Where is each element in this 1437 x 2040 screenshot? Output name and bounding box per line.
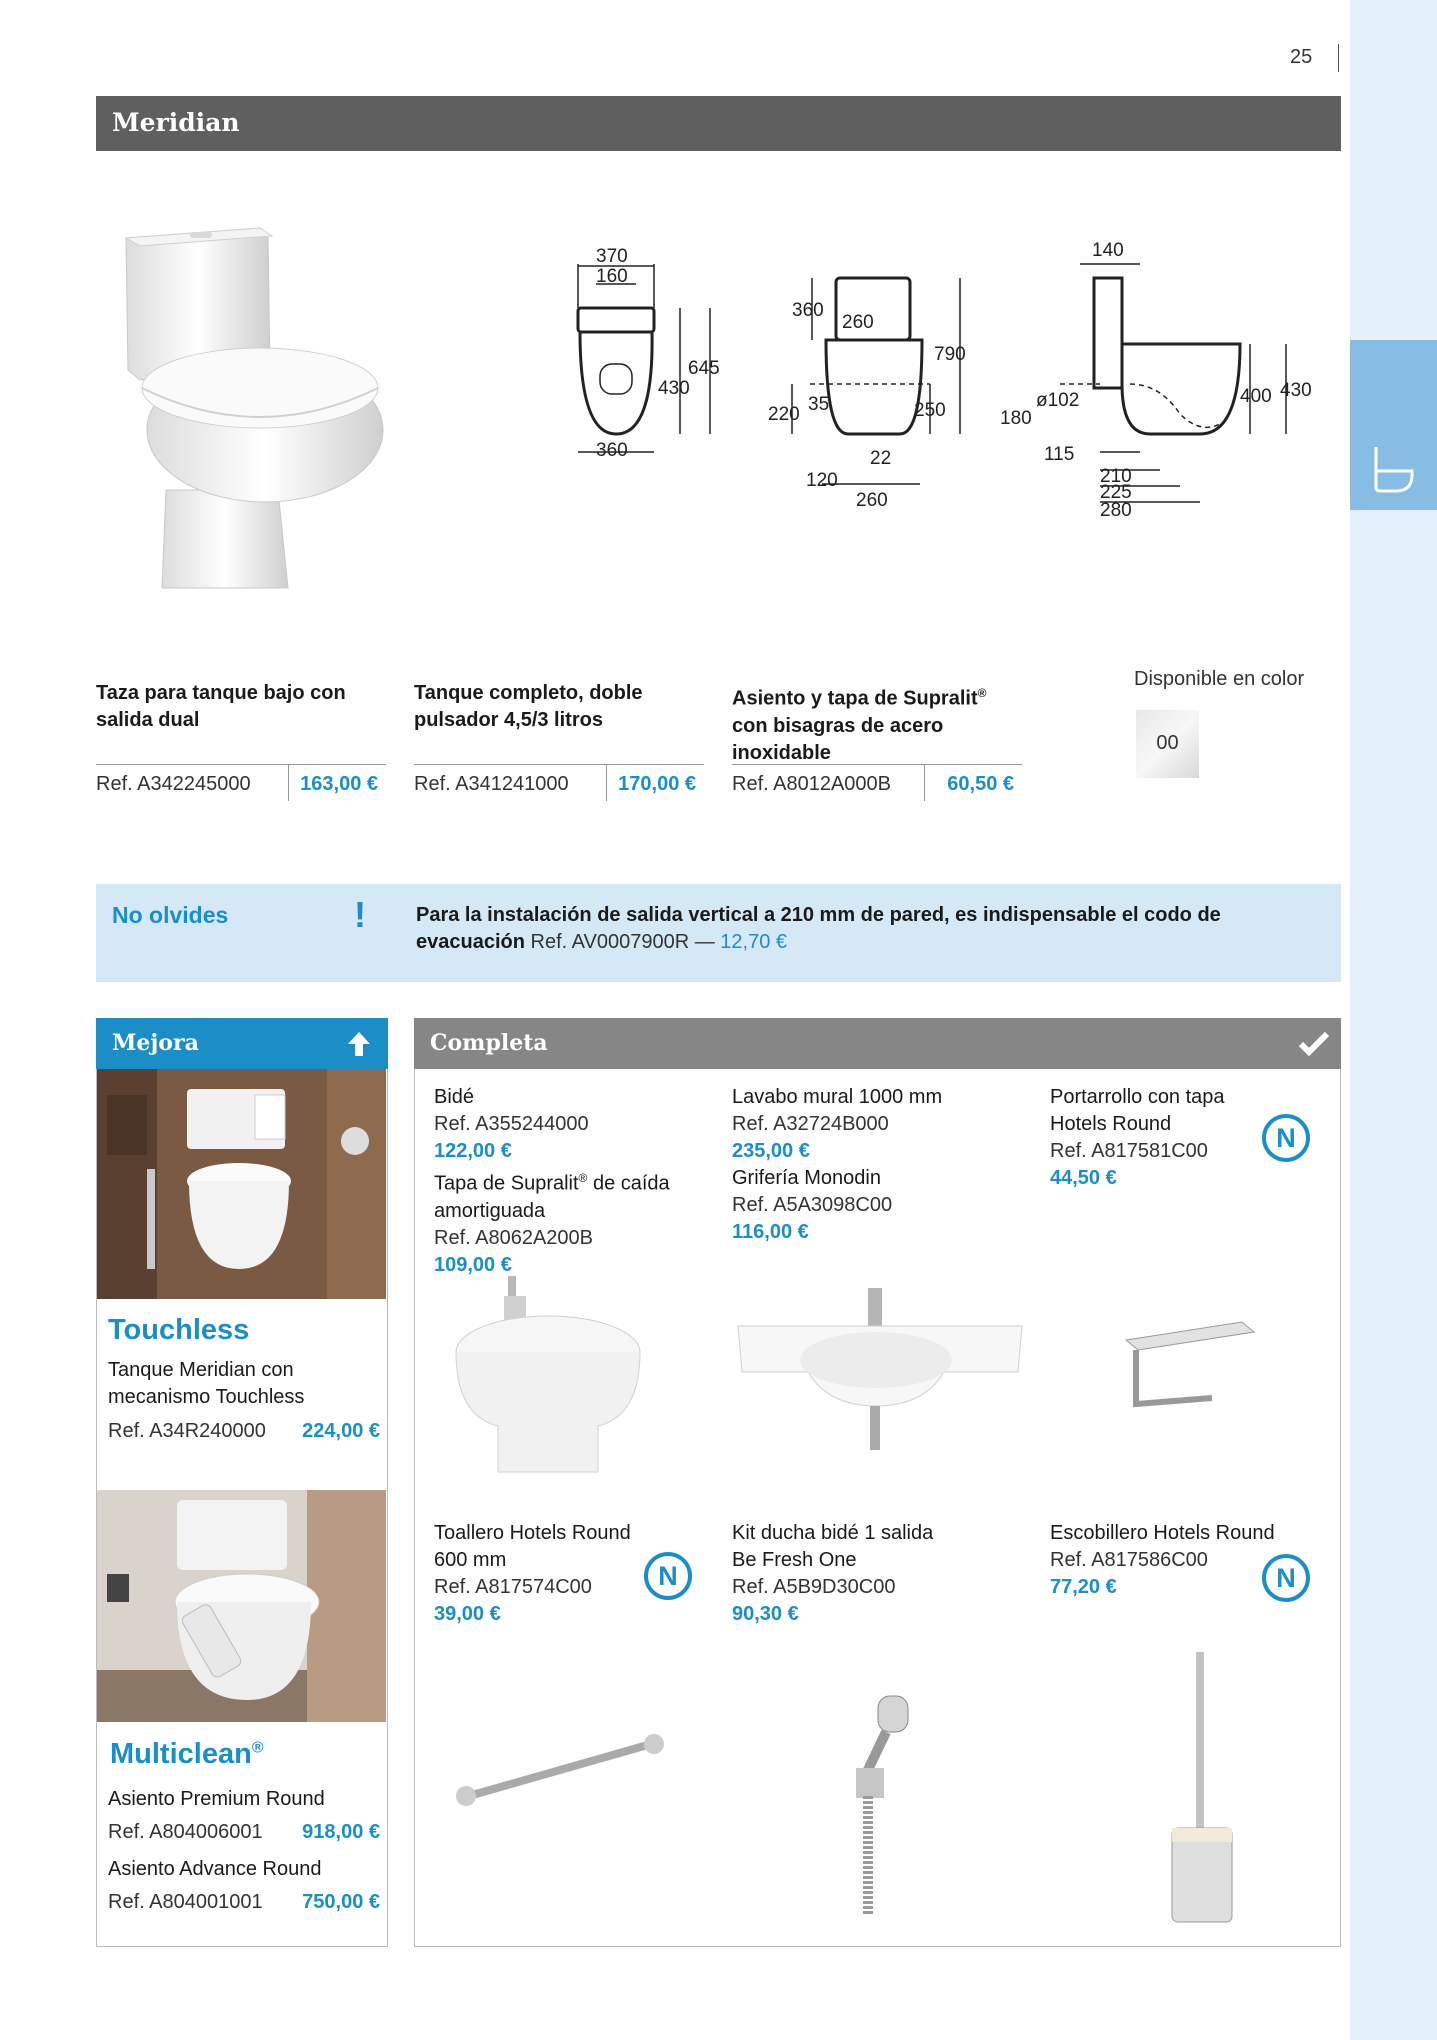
page-divider bbox=[1338, 44, 1339, 72]
product-name: Tanque completo, doble pulsador 4,5/3 litros bbox=[414, 682, 643, 731]
notice-box bbox=[96, 884, 1341, 982]
dim-front-inner: 160 bbox=[596, 266, 628, 287]
dim-profile-b3: 225 bbox=[1100, 482, 1132, 503]
dim-side-d8: 120 bbox=[806, 470, 838, 491]
dim-side-d7: 22 bbox=[870, 448, 892, 469]
technical-drawing bbox=[560, 234, 1320, 524]
notice-price: 12,70 € bbox=[720, 931, 788, 953]
mejora-header bbox=[96, 1018, 388, 1069]
multiclean-title: Multiclean® bbox=[110, 1738, 264, 1770]
section-title: Meridian bbox=[112, 108, 240, 137]
dim-side-d6: 250 bbox=[914, 400, 946, 421]
item-kit-ducha: Kit ducha bidé 1 salida Be Fresh One Ref. A5B9D30C00 90,30 € bbox=[732, 1522, 934, 1625]
touchless-photo bbox=[97, 1069, 386, 1299]
product-price: 163,00 € bbox=[300, 773, 378, 795]
dim-front-h1: 430 bbox=[658, 378, 690, 399]
item-portarrollo: Portarrollo con tapa Hotels Round Ref. A817581C00 44,50 € bbox=[1050, 1086, 1225, 1189]
item-bide: Bidé Ref. A355244000 122,00 € Tapa de Supralit® de caída amortiguada Ref. A8062A200B 109,00 € bbox=[434, 1086, 670, 1276]
product-price: 170,00 € bbox=[618, 773, 696, 795]
checkmark-icon bbox=[1299, 1030, 1329, 1056]
product-ref-row bbox=[732, 764, 1022, 801]
multiclean-advance: Asiento Advance Round Ref. A804001001 750,00 € bbox=[108, 1856, 380, 1916]
dim-side-d5: 35 bbox=[808, 394, 830, 415]
touchless-title: Touchless bbox=[108, 1314, 250, 1346]
kit-ducha-image bbox=[826, 1692, 922, 1916]
product-asiento bbox=[732, 680, 1022, 795]
notice-title: No olvides bbox=[112, 902, 229, 928]
dim-profile-b2: 210 bbox=[1100, 466, 1132, 487]
advance-price: 750,00 € bbox=[302, 1891, 380, 1913]
bide-image bbox=[448, 1276, 648, 1480]
premium-ref: Ref. A804006001 bbox=[108, 1821, 263, 1843]
toilet-icon bbox=[1372, 445, 1416, 495]
product-name: Taza para tanque bajo con salida dual bbox=[96, 682, 346, 731]
notice-text: Para la instalación de salida vertical a 210 mm de pared, es indispensable el codo de evacuación Ref. AV0007900R — 12,70 € bbox=[416, 904, 1221, 953]
mejora-title: Mejora bbox=[112, 1030, 199, 1056]
dim-profile-b4: 280 bbox=[1100, 500, 1132, 521]
toilet-image bbox=[110, 220, 390, 600]
dim-front-bottom: 360 bbox=[596, 440, 628, 461]
color-code: 00 bbox=[1156, 732, 1179, 754]
arrow-up-icon bbox=[346, 1030, 372, 1058]
new-badge-icon: N bbox=[644, 1552, 692, 1600]
dim-profile-b1: 115 bbox=[1044, 444, 1075, 465]
product-ref: Ref. A342245000 bbox=[96, 773, 251, 795]
section-tab[interactable] bbox=[1350, 340, 1437, 510]
notice-ref: Ref. AV0007900R — bbox=[530, 931, 715, 953]
portarrollo-image bbox=[1122, 1316, 1258, 1416]
product-ref: Ref. A341241000 bbox=[414, 773, 569, 795]
dim-side-d9: 260 bbox=[856, 490, 888, 511]
dim-profile-top: 140 bbox=[1092, 240, 1124, 261]
dim-side-d4: 220 bbox=[768, 404, 800, 425]
premium-price: 918,00 € bbox=[302, 1821, 380, 1843]
touchless-ref-row bbox=[108, 1418, 380, 1445]
dim-front-h2: 645 bbox=[688, 358, 720, 379]
item-escobillero: Escobillero Hotels Round Ref. A817586C00 77,20 € bbox=[1050, 1522, 1275, 1598]
touchless-ref: Ref. A34R240000 bbox=[108, 1420, 266, 1442]
side-strip bbox=[1350, 0, 1437, 2040]
lavabo-image bbox=[734, 1286, 1026, 1450]
touchless-description: Tanque Meridian con mecanismo Touchless bbox=[108, 1359, 305, 1408]
dim-side-d2: 260 bbox=[842, 312, 874, 333]
multiclean-photo bbox=[97, 1490, 386, 1722]
color-swatch[interactable] bbox=[1136, 710, 1199, 778]
dim-profile-h3: 430 bbox=[1280, 380, 1312, 401]
product-ref-row bbox=[414, 764, 704, 801]
product-name: Asiento y tapa de Supralit® con bisagras de acero inoxidable bbox=[732, 686, 987, 764]
dim-front-width: 370 bbox=[596, 246, 628, 267]
dim-side-d1: 360 bbox=[792, 300, 824, 321]
touchless-price: 224,00 € bbox=[302, 1420, 380, 1442]
escobillero-image bbox=[1164, 1652, 1240, 1924]
item-lavabo: Lavabo mural 1000 mm Ref. A32724B000 235,00 € Grifería Monodin Ref. A5A3098C00 116,00 € bbox=[732, 1086, 943, 1243]
page-number: 25 bbox=[1290, 46, 1313, 68]
completa-title: Completa bbox=[430, 1030, 548, 1056]
exclamation-icon: ! bbox=[354, 894, 366, 935]
item-toallero: Toallero Hotels Round 600 mm Ref. A817574C00 39,00 € bbox=[434, 1522, 631, 1625]
new-badge-icon: N bbox=[1262, 1114, 1310, 1162]
product-tanque bbox=[414, 680, 704, 795]
product-ref-row bbox=[96, 764, 386, 801]
multiclean-premium: Asiento Premium Round Ref. A804006001 918,00 € bbox=[108, 1786, 380, 1846]
product-price: 60,50 € bbox=[947, 773, 1014, 795]
product-ref: Ref. A8012A000B bbox=[732, 773, 892, 795]
dim-profile-pipe: ø102 bbox=[1036, 390, 1080, 411]
new-badge-icon: N bbox=[1262, 1554, 1310, 1602]
toallero-image bbox=[452, 1726, 668, 1816]
section-header bbox=[96, 96, 1341, 151]
dim-profile-h1: 180 bbox=[1000, 408, 1032, 429]
dim-profile-h2: 400 bbox=[1240, 386, 1272, 407]
dim-side-d3: 790 bbox=[934, 344, 966, 365]
product-taza bbox=[96, 680, 386, 795]
color-label: Disponible en color bbox=[1134, 668, 1305, 690]
advance-ref: Ref. A804001001 bbox=[108, 1891, 263, 1913]
completa-header bbox=[414, 1018, 1341, 1069]
